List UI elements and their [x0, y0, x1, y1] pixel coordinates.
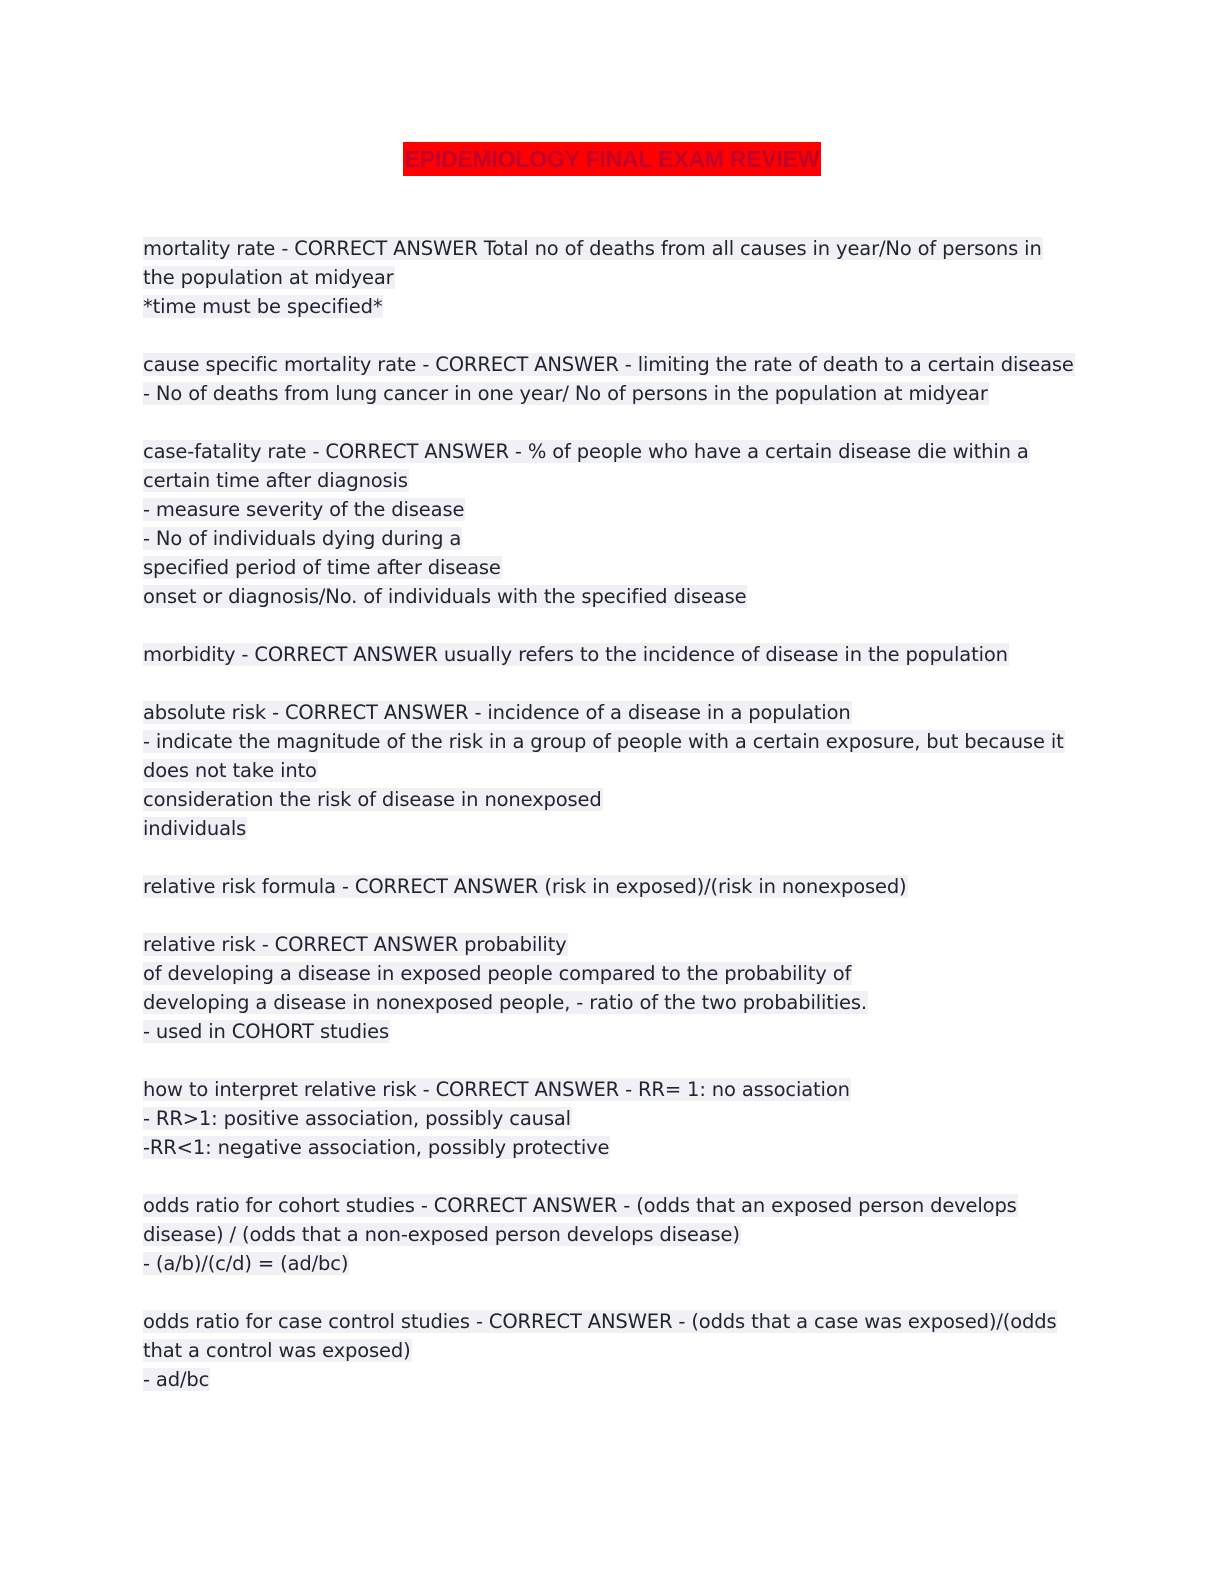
entry-line-text: *time must be specified*	[143, 295, 383, 318]
entry-line	[143, 234, 1083, 263]
entry-line-text: -RR<1: negative association, possibly protective	[143, 1136, 610, 1159]
entry-line	[143, 263, 1083, 292]
entry-line-text: of developing a disease in exposed people compared to the probability of	[143, 962, 852, 985]
entry-line-text: onset or diagnosis/No. of individuals with the specified disease	[143, 585, 747, 608]
entry-line	[143, 1220, 1083, 1249]
document-title: EPIDEMIOLOGY FINAL EXAM REVIEW	[403, 142, 822, 176]
entry-line-text: developing a disease in nonexposed people, - ratio of the two probabilities.	[143, 991, 867, 1014]
entry-line	[143, 872, 1083, 901]
review-entries	[143, 234, 1083, 1423]
entry-line	[143, 379, 1083, 408]
entry-line-text: how to interpret relative risk - CORRECT ANSWER - RR= 1: no association	[143, 1078, 850, 1101]
review-entry	[143, 698, 1083, 843]
entry-line	[143, 814, 1083, 843]
entry-line-text: - measure severity of the disease	[143, 498, 465, 521]
entry-line	[143, 292, 1083, 321]
title-container	[0, 142, 1224, 176]
entry-line	[143, 1307, 1083, 1336]
entry-line	[143, 350, 1083, 379]
review-entry	[143, 640, 1083, 669]
entry-line	[143, 1336, 1083, 1365]
entry-line	[143, 1133, 1083, 1162]
entry-line-text: mortality rate - CORRECT ANSWER Total no of deaths from all causes in year/No of persons in	[143, 237, 1042, 260]
entry-line-text: certain time after diagnosis	[143, 469, 408, 492]
entry-line-text: absolute risk - CORRECT ANSWER - incidence of a disease in a population	[143, 701, 851, 724]
entry-line-text: consideration the risk of disease in nonexposed	[143, 788, 602, 811]
entry-line	[143, 495, 1083, 524]
entry-line	[143, 756, 1083, 785]
review-entry	[143, 350, 1083, 408]
entry-line-text: - No of deaths from lung cancer in one year/ No of persons in the population at midyear	[143, 382, 988, 405]
entry-line-text: relative risk formula - CORRECT ANSWER (risk in exposed)/(risk in nonexposed)	[143, 875, 907, 898]
review-entry	[143, 1307, 1083, 1394]
entry-line	[143, 466, 1083, 495]
review-entry	[143, 234, 1083, 321]
entry-line-text: relative risk - CORRECT ANSWER probability	[143, 933, 567, 956]
review-entry	[143, 437, 1083, 611]
entry-line-text: that a control was exposed)	[143, 1339, 411, 1362]
entry-line-text: - indicate the magnitude of the risk in a group of people with a certain exposure, but because it	[143, 730, 1064, 753]
entry-line	[143, 785, 1083, 814]
entry-line-text: case-fatality rate - CORRECT ANSWER - % of people who have a certain disease die within a	[143, 440, 1029, 463]
entry-line	[143, 930, 1083, 959]
review-entry	[143, 1191, 1083, 1278]
review-entry	[143, 930, 1083, 1046]
entry-line-text: specified period of time after disease	[143, 556, 501, 579]
entry-line	[143, 698, 1083, 727]
entry-line-text: - No of individuals dying during a	[143, 527, 462, 550]
entry-line-text: - RR>1: positive association, possibly causal	[143, 1107, 571, 1130]
entry-line-text: odds ratio for case control studies - CORRECT ANSWER - (odds that a case was exposed)/(odds	[143, 1310, 1057, 1333]
review-entry	[143, 1075, 1083, 1162]
entry-line	[143, 988, 1083, 1017]
entry-line	[143, 553, 1083, 582]
entry-line	[143, 1017, 1083, 1046]
entry-line-text: odds ratio for cohort studies - CORRECT ANSWER - (odds that an exposed person develops	[143, 1194, 1017, 1217]
entry-line	[143, 582, 1083, 611]
entry-line	[143, 1075, 1083, 1104]
entry-line-text: - (a/b)/(c/d) = (ad/bc)	[143, 1252, 349, 1275]
entry-line	[143, 959, 1083, 988]
entry-line	[143, 727, 1083, 756]
entry-line	[143, 640, 1083, 669]
entry-line	[143, 1249, 1083, 1278]
entry-line	[143, 1191, 1083, 1220]
entry-line-text: - used in COHORT studies	[143, 1020, 390, 1043]
entry-line	[143, 1365, 1083, 1394]
entry-line	[143, 437, 1083, 466]
entry-line-text: the population at midyear	[143, 266, 394, 289]
entry-line-text: individuals	[143, 817, 247, 840]
entry-line	[143, 524, 1083, 553]
entry-line-text: morbidity - CORRECT ANSWER usually refers to the incidence of disease in the population	[143, 643, 1008, 666]
review-entry	[143, 872, 1083, 901]
entry-line-text: does not take into	[143, 759, 317, 782]
entry-line-text: disease) / (odds that a non-exposed person develops disease)	[143, 1223, 740, 1246]
entry-line-text: cause specific mortality rate - CORRECT ANSWER - limiting the rate of death to a certain disease	[143, 353, 1074, 376]
entry-line-text: - ad/bc	[143, 1368, 210, 1391]
entry-line	[143, 1104, 1083, 1133]
